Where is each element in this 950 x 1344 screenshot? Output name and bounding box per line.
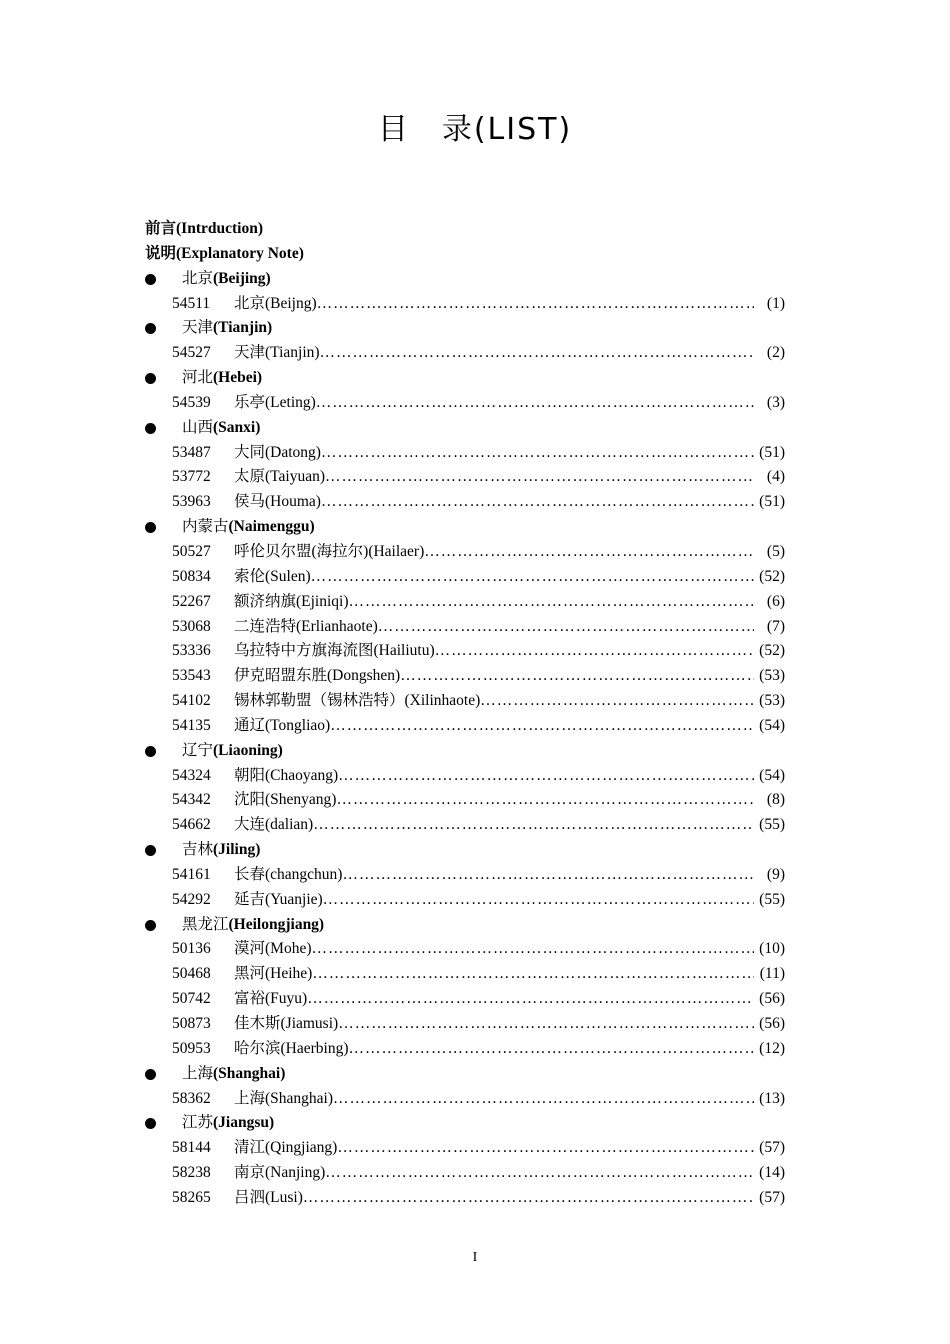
section-label-en: (Liaoning) bbox=[213, 741, 283, 759]
page-ref: (7) bbox=[766, 617, 785, 635]
page-ref: (3) bbox=[766, 393, 785, 411]
station-code: 50468 bbox=[172, 965, 211, 983]
toc-entry[interactable] bbox=[145, 465, 785, 490]
station-code: 53963 bbox=[172, 493, 211, 511]
leader-dots bbox=[337, 1136, 754, 1161]
table-of-contents bbox=[145, 217, 785, 1211]
station-name: 乌拉特中方旗海流图(Hailiutu) bbox=[234, 642, 435, 660]
page-ref: (9) bbox=[766, 865, 785, 883]
leader-dots bbox=[333, 1087, 754, 1112]
page-number: I bbox=[472, 1250, 478, 1265]
station-code: 50953 bbox=[172, 1039, 211, 1057]
station-code: 53068 bbox=[172, 617, 211, 635]
bullet-icon bbox=[145, 373, 156, 384]
page-ref: (54) bbox=[759, 766, 785, 784]
toc-section[interactable] bbox=[145, 1062, 785, 1087]
section-label-zh: 辽宁 bbox=[182, 741, 214, 759]
section-label-en: (Tianjin) bbox=[213, 319, 273, 337]
page-ref: (51) bbox=[759, 443, 785, 461]
station-name: 天津(Tianjin) bbox=[234, 344, 320, 362]
section-label-zh: 天津 bbox=[182, 319, 214, 337]
toc-entry[interactable] bbox=[145, 1012, 785, 1037]
station-code: 54324 bbox=[172, 766, 211, 784]
leader-dots bbox=[424, 540, 754, 565]
section-label-en: (Beijing) bbox=[213, 269, 271, 287]
leader-dots bbox=[317, 292, 754, 317]
station-name: 二连浩特(Erlianhaote) bbox=[234, 617, 378, 635]
section-label bbox=[182, 366, 262, 391]
bullet-icon bbox=[145, 746, 156, 757]
page-ref: (55) bbox=[759, 816, 785, 834]
page-ref: (5) bbox=[766, 542, 785, 560]
section-label-en: (Jiangsu) bbox=[213, 1114, 275, 1132]
station-code: 53487 bbox=[172, 443, 211, 461]
section-label-zh: 河北 bbox=[182, 369, 214, 387]
station-code: 54511 bbox=[172, 294, 211, 312]
station-code: 54527 bbox=[172, 344, 211, 362]
bullet-icon bbox=[145, 845, 156, 856]
toc-entry[interactable] bbox=[145, 1186, 785, 1211]
station-name: 大同(Datong) bbox=[234, 443, 321, 461]
section-label-zh: 内蒙古 bbox=[182, 518, 229, 536]
toc-entry[interactable] bbox=[145, 565, 785, 590]
station-name: 侯马(Houma) bbox=[234, 493, 321, 511]
toc-entry[interactable] bbox=[145, 714, 785, 739]
section-label-zh: 山西 bbox=[182, 418, 214, 436]
station-code: 53336 bbox=[172, 642, 211, 660]
leader-dots bbox=[307, 987, 754, 1012]
toc-entry[interactable] bbox=[145, 540, 785, 565]
station-name: 伊克昭盟东胜(Dongshen) bbox=[234, 667, 401, 685]
toc-section[interactable] bbox=[145, 913, 785, 938]
section-label-en: (Sanxi) bbox=[213, 418, 261, 436]
station-name: 通辽(Tongliao) bbox=[234, 716, 331, 734]
station-name: 富裕(Fuyu) bbox=[234, 990, 308, 1008]
leader-dots bbox=[342, 863, 754, 888]
section-label-zh: 江苏 bbox=[182, 1114, 214, 1132]
station-name: 黑河(Heihe) bbox=[234, 965, 313, 983]
page-ref: (10) bbox=[759, 940, 785, 958]
toc-entry[interactable] bbox=[145, 1087, 785, 1112]
station-name: 南京(Nanjing) bbox=[234, 1164, 326, 1182]
station-code: 53772 bbox=[172, 468, 211, 486]
toc-section[interactable] bbox=[145, 515, 785, 540]
page-ref: (52) bbox=[759, 567, 785, 585]
section-label-zh: 上海 bbox=[182, 1064, 214, 1082]
toc-entry[interactable] bbox=[145, 1136, 785, 1161]
page-ref: (14) bbox=[759, 1164, 785, 1182]
station-code: 53543 bbox=[172, 667, 211, 685]
page-ref: (53) bbox=[759, 667, 785, 685]
toc-entry[interactable] bbox=[145, 1161, 785, 1186]
bullet-icon bbox=[145, 274, 156, 285]
station-name: 哈尔滨(Haerbing) bbox=[234, 1039, 349, 1057]
station-code: 54135 bbox=[172, 716, 211, 734]
section-label-zh: 北京 bbox=[182, 269, 214, 287]
toc-section[interactable] bbox=[145, 316, 785, 341]
heading-en: (Explanatory Note) bbox=[176, 244, 304, 262]
leader-dots bbox=[349, 1037, 755, 1062]
leader-dots bbox=[321, 441, 754, 466]
leader-dots bbox=[312, 937, 755, 962]
station-code: 52267 bbox=[172, 592, 211, 610]
bullet-icon bbox=[145, 1118, 156, 1129]
page-ref: (51) bbox=[759, 493, 785, 511]
heading-zh: 前言 bbox=[145, 220, 177, 237]
station-name: 太原(Taiyuan) bbox=[234, 468, 326, 486]
station-code: 50834 bbox=[172, 567, 211, 585]
toc-section[interactable] bbox=[145, 739, 785, 764]
station-name: 北京(Beijng) bbox=[234, 294, 317, 312]
toc-section[interactable] bbox=[145, 838, 785, 863]
station-code: 54161 bbox=[172, 865, 211, 883]
leader-dots bbox=[330, 714, 754, 739]
bullet-icon bbox=[145, 522, 156, 533]
heading-zh: 说明 bbox=[145, 244, 177, 262]
leader-dots bbox=[480, 689, 754, 714]
page-ref: (2) bbox=[766, 344, 785, 362]
page-ref: (57) bbox=[759, 1188, 785, 1206]
page-ref: (54) bbox=[759, 716, 785, 734]
toc-heading-intro[interactable] bbox=[145, 217, 785, 242]
station-name: 朝阳(Chaoyang) bbox=[234, 766, 339, 784]
leader-dots bbox=[311, 565, 754, 590]
toc-entry[interactable] bbox=[145, 341, 785, 366]
bullet-icon bbox=[145, 1069, 156, 1080]
station-name: 长春(changchun) bbox=[234, 865, 343, 883]
station-code: 54292 bbox=[172, 890, 211, 908]
section-label-en: (Jiling) bbox=[213, 841, 261, 859]
station-name: 锡林郭勒盟（锡林浩特）(Xilinhaote) bbox=[234, 692, 481, 710]
toc-entry[interactable] bbox=[145, 391, 785, 416]
page-ref: (56) bbox=[759, 1015, 785, 1032]
page-ref: (52) bbox=[759, 642, 785, 660]
leader-dots bbox=[325, 465, 754, 490]
section-label bbox=[182, 316, 272, 341]
leader-dots bbox=[336, 788, 754, 813]
station-code: 58238 bbox=[172, 1164, 211, 1182]
station-name: 大连(dalian) bbox=[234, 816, 314, 834]
toc-entry[interactable] bbox=[145, 615, 785, 640]
toc-section[interactable] bbox=[145, 1111, 785, 1136]
toc-heading-note[interactable] bbox=[145, 242, 785, 267]
station-name: 佳木斯(Jiamusi) bbox=[234, 1015, 339, 1032]
station-code: 58265 bbox=[172, 1188, 211, 1206]
toc-entry[interactable] bbox=[145, 490, 785, 515]
toc-entry[interactable] bbox=[145, 689, 785, 714]
leader-dots bbox=[312, 962, 754, 987]
toc-entry[interactable] bbox=[145, 639, 785, 664]
station-name: 上海(Shanghai) bbox=[234, 1089, 334, 1107]
toc-entry[interactable] bbox=[145, 962, 785, 987]
station-code: 54662 bbox=[172, 816, 211, 834]
leader-dots bbox=[320, 341, 754, 366]
toc-section[interactable] bbox=[145, 267, 785, 292]
section-label-en: (Shanghai) bbox=[213, 1064, 286, 1082]
station-code: 54342 bbox=[172, 791, 211, 809]
section-label bbox=[182, 838, 260, 863]
section-label-zh: 黑龙江 bbox=[182, 915, 229, 933]
page-ref: (13) bbox=[759, 1089, 785, 1107]
station-code: 50136 bbox=[172, 940, 211, 958]
page-ref: (57) bbox=[759, 1139, 785, 1157]
leader-dots bbox=[313, 813, 754, 838]
leader-dots bbox=[435, 639, 754, 664]
leader-dots bbox=[400, 664, 754, 689]
toc-entry[interactable] bbox=[145, 764, 785, 789]
leader-dots bbox=[316, 391, 754, 416]
bullet-icon bbox=[145, 920, 156, 931]
section-label bbox=[182, 416, 260, 441]
section-label bbox=[182, 515, 315, 540]
page-ref: (11) bbox=[759, 965, 785, 983]
leader-dots bbox=[323, 888, 754, 913]
bullet-icon bbox=[145, 423, 156, 434]
toc-entry[interactable] bbox=[145, 987, 785, 1012]
toc-entry[interactable] bbox=[145, 590, 785, 615]
leader-dots bbox=[321, 490, 754, 515]
section-label bbox=[182, 1062, 285, 1087]
toc-section[interactable] bbox=[145, 366, 785, 391]
toc-entry[interactable] bbox=[145, 937, 785, 962]
toc-entry[interactable] bbox=[145, 1037, 785, 1062]
leader-dots bbox=[338, 1012, 754, 1037]
section-label-en: (Heilongjiang) bbox=[228, 915, 325, 933]
leader-dots bbox=[325, 1161, 754, 1186]
station-name: 索伦(Sulen) bbox=[234, 567, 311, 585]
station-name: 吕泗(Lusi) bbox=[234, 1188, 303, 1206]
toc-entry[interactable] bbox=[145, 863, 785, 888]
toc-entry[interactable] bbox=[145, 664, 785, 689]
toc-entry[interactable] bbox=[145, 788, 785, 813]
leader-dots bbox=[338, 764, 754, 789]
station-code: 50873 bbox=[172, 1015, 211, 1032]
station-code: 54539 bbox=[172, 393, 211, 411]
page-ref: (55) bbox=[759, 890, 785, 908]
section-label bbox=[182, 739, 283, 764]
station-code: 50527 bbox=[172, 542, 211, 560]
page-ref: (6) bbox=[766, 592, 785, 610]
toc-entry[interactable] bbox=[145, 441, 785, 466]
page-ref: (12) bbox=[759, 1039, 785, 1057]
section-label bbox=[182, 267, 271, 292]
page-ref: (8) bbox=[766, 791, 785, 809]
heading-en: (Intrduction) bbox=[176, 220, 263, 237]
toc-section[interactable] bbox=[145, 416, 785, 441]
page-ref: (4) bbox=[766, 468, 785, 486]
section-label bbox=[182, 913, 324, 938]
toc-entry[interactable] bbox=[145, 888, 785, 913]
leader-dots bbox=[378, 615, 754, 640]
station-code: 58362 bbox=[172, 1089, 211, 1107]
station-code: 58144 bbox=[172, 1139, 211, 1157]
section-label-en: (Naimenggu) bbox=[228, 518, 315, 536]
station-name: 乐亭(Leting) bbox=[234, 393, 316, 411]
page-ref: (53) bbox=[759, 692, 785, 710]
station-code: 54102 bbox=[172, 692, 211, 710]
section-label-en: (Hebei) bbox=[213, 369, 263, 387]
toc-entry[interactable] bbox=[145, 292, 785, 317]
page-title: 目 录(LIST) bbox=[377, 112, 573, 147]
station-name: 延吉(Yuanjie) bbox=[234, 890, 323, 908]
station-name: 清江(Qingjiang) bbox=[234, 1139, 338, 1157]
bullet-icon bbox=[145, 323, 156, 334]
leader-dots bbox=[349, 590, 754, 615]
page-ref: (1) bbox=[766, 294, 785, 312]
toc-entry[interactable] bbox=[145, 813, 785, 838]
station-name: 额济纳旗(Ejiniqi) bbox=[234, 592, 349, 610]
station-name: 沈阳(Shenyang) bbox=[234, 791, 337, 809]
station-code: 50742 bbox=[172, 990, 211, 1008]
section-label bbox=[182, 1111, 274, 1136]
station-name: 呼伦贝尔盟(海拉尔)(Hailaer) bbox=[234, 542, 425, 560]
page-ref: (56) bbox=[759, 990, 785, 1008]
leader-dots bbox=[303, 1186, 754, 1211]
section-label-zh: 吉林 bbox=[182, 841, 214, 859]
station-name: 漠河(Mohe) bbox=[234, 940, 312, 958]
